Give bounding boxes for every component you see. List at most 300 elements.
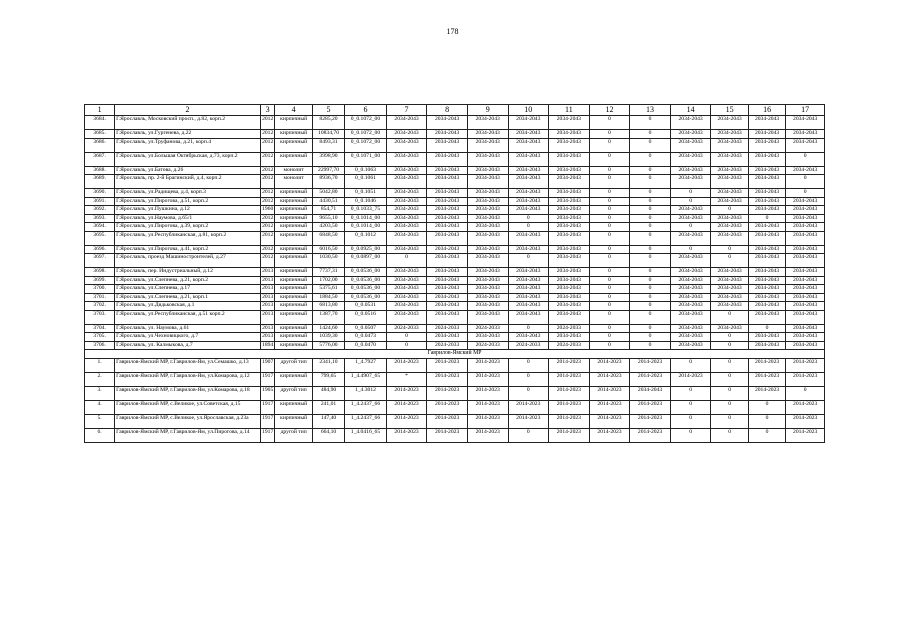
table-cell: 0: [670, 197, 711, 206]
table-cell: 241,01: [312, 401, 344, 415]
table-cell: 2034-2043: [748, 268, 785, 277]
table-cell: 2014-2023: [589, 359, 630, 373]
table-cell: 3689.: [85, 175, 115, 189]
table-cell: 0: [630, 333, 671, 342]
table-cell: 0_0.0536_00: [345, 268, 387, 277]
table-cell: 2014-2023: [427, 429, 468, 443]
table-cell: Г.Ярославль, ул.Батова, д.26: [115, 166, 261, 175]
table-cell: Г.Ярославль, ул.Гургенева, д.22: [115, 130, 261, 139]
table-cell: 2034-2043: [786, 268, 825, 277]
table-cell: 0: [786, 189, 825, 198]
table-cell: 0: [670, 223, 711, 232]
table-cell: 2034-2043: [427, 138, 468, 152]
table-cell: 2034-2043: [386, 223, 427, 232]
table-cell: Г.Ярославль, ул.Труфанова, д.21, корп.4: [115, 138, 261, 152]
table-cell: Г.Ярославль, ул.Слепнева, д.21, корп.2: [115, 276, 261, 285]
table-cell: 2034-2043: [549, 130, 590, 139]
table-cell: кирпичный: [275, 254, 312, 268]
table-cell: Г.Ярославль, ул.Чехновицкого, д.7: [115, 333, 261, 342]
table-cell: 2034-2043: [549, 254, 590, 268]
table-row: [85, 189, 825, 198]
table-cell: 0: [589, 189, 630, 198]
table-cell: 0: [711, 401, 748, 415]
table-cell: кирпичный: [275, 333, 312, 342]
table-cell: кирпичный: [275, 302, 312, 311]
table-cell: 0: [508, 359, 549, 373]
table-cell: 2013: [262, 276, 274, 283]
table-cell: 2034-2043: [508, 138, 549, 152]
table-cell: 6813,80: [312, 302, 344, 311]
table-cell: 0: [630, 285, 671, 294]
table-cell: 2034-2043: [748, 175, 785, 189]
table-cell: 2034-2043: [711, 223, 748, 232]
table-cell: 2034-2043: [467, 197, 508, 206]
table-cell: 2034-2043: [786, 302, 825, 311]
table-cell: кирпичный: [275, 231, 312, 245]
table-cell: 2034-2043: [549, 293, 590, 302]
table-cell: 1894: [262, 341, 274, 348]
table-cell: 2014-2023: [467, 387, 508, 401]
table-cell: 0: [630, 197, 671, 206]
table-cell: 2034-2043: [386, 166, 427, 175]
table-cell: 2012: [262, 130, 274, 136]
table-cell: 4.: [85, 401, 115, 415]
table-cell: 2034-2043: [508, 152, 549, 166]
table-cell: 2014-2023: [427, 373, 468, 387]
table-cell: кирпичный: [275, 268, 312, 277]
table-cell: 1424,60: [312, 324, 344, 333]
table-cell: 2014-2023: [549, 373, 590, 387]
table-cell: 2034-2043: [786, 166, 825, 175]
table-cell: 2034-2043: [786, 231, 825, 245]
table-cell: 3688.: [85, 166, 115, 175]
section-title: Гаврилов-Ямский МР: [85, 350, 825, 359]
table-row: [85, 214, 825, 223]
table-cell: 2014-2023: [386, 415, 427, 429]
table-cell: 2034-2043: [427, 333, 468, 342]
table-cell: 0: [589, 254, 630, 268]
table-cell: 2034-2043: [748, 138, 785, 152]
table-cell: 0: [630, 302, 671, 311]
table-cell: 2034-2043: [549, 223, 590, 232]
table-cell: 0: [630, 175, 671, 189]
table-cell: 0: [589, 324, 630, 333]
table-cell: 0: [748, 324, 785, 333]
table-cell: 3692.: [85, 206, 115, 215]
table-cell: 2034-2043: [549, 231, 590, 245]
table-cell: 0: [630, 231, 671, 245]
table-cell: Г.Ярославль, ул.Слепнева, д.21, корп.1: [115, 293, 261, 302]
table-cell: 0_0.1072_00: [345, 130, 387, 139]
column-header: 7: [386, 105, 427, 116]
table-cell: 4430,51: [312, 197, 344, 206]
table-cell: 2014-2023: [589, 401, 630, 415]
table-cell: 2012: [260, 138, 275, 152]
column-header: 6: [345, 105, 387, 116]
table-cell: 0_0.0470: [345, 341, 387, 350]
table-cell: 2034-2043: [748, 130, 785, 139]
table-cell: 0_0.0516: [345, 310, 387, 324]
table-cell: 0: [630, 189, 671, 198]
table-cell: 2024-2033: [427, 341, 468, 350]
table-cell: Г.Ярославль, ул.Республиканская, д.81, корп.2: [115, 231, 261, 245]
table-cell: 0_0.0507: [345, 324, 387, 333]
table-cell: 2034-2043: [786, 341, 825, 350]
table-cell: 2024-2033: [549, 324, 590, 333]
table-cell: 0_0.1072_00: [345, 138, 387, 152]
table-cell: 2034-2043: [508, 333, 549, 342]
table-cell: 0: [589, 223, 630, 232]
table-cell: 2034-2043: [786, 276, 825, 285]
table-cell: 2034-2043: [748, 152, 785, 166]
table-cell: 5375,61: [312, 285, 344, 294]
table-cell: 2013: [262, 324, 274, 331]
table-cell: 4203,50: [312, 223, 344, 232]
table-cell: Г.Ярославль, ул.Пирогова, д.51, корп.2: [115, 197, 261, 206]
table-cell: 664,10: [312, 429, 344, 443]
table-cell: кирпичный: [275, 206, 312, 215]
table-cell: 2034-2043: [508, 130, 549, 139]
table-cell: 2014-2023: [427, 359, 468, 373]
table-cell: 2014-2023: [630, 373, 671, 387]
table-cell: 1387,70: [312, 310, 344, 324]
table-cell: 2034-2043: [386, 214, 427, 223]
table-cell: 2034-2043: [786, 293, 825, 302]
table-cell: 2014-2023: [508, 401, 549, 415]
table-cell: 0_0.1033_75: [345, 206, 387, 215]
table-cell: 0: [711, 359, 748, 373]
table-cell: 2034-2043: [549, 138, 590, 152]
table-cell: 1917: [260, 429, 275, 443]
table-cell: 2034-2043: [748, 116, 785, 130]
table-cell: 2034-2043: [670, 231, 711, 245]
table-cell: кирпичный: [275, 310, 312, 324]
table-cell: 2013: [262, 293, 274, 300]
column-header: 12: [589, 105, 630, 116]
table-cell: 1_4.3012: [345, 387, 387, 401]
section-header-row: [85, 350, 825, 359]
table-cell: 5042,80: [312, 189, 344, 198]
table-cell: 0: [630, 341, 671, 350]
table-cell: Г.Ярославль, ул.Слепнева, д.17: [115, 285, 261, 294]
table-cell: 2012: [262, 223, 274, 229]
table-cell: 0: [589, 276, 630, 285]
table-cell: 2014-2023: [748, 359, 785, 373]
table-cell: 2034-2043: [711, 276, 748, 285]
table-cell: 0: [508, 214, 549, 223]
table-cell: 7737,31: [312, 268, 344, 277]
table-row: [85, 429, 825, 443]
table-cell: 2034-2043: [549, 189, 590, 198]
table-cell: 2024-2033: [467, 324, 508, 333]
table-cell: 2034-2043: [508, 206, 549, 215]
table-cell: 0_0.1063: [345, 166, 387, 175]
table-cell: 0: [748, 401, 785, 415]
table-cell: 2034-2043: [670, 285, 711, 294]
table-cell: 6.: [85, 429, 115, 443]
table-cell: 2034-2043: [748, 285, 785, 294]
table-cell: 2034-2043: [427, 223, 468, 232]
table-cell: 0: [711, 415, 748, 429]
table-cell: 2034-2043: [549, 197, 590, 206]
table-cell: 2034-2043: [670, 341, 711, 350]
table-cell: Г.Ярославль, ул.Наумова, д.65/1: [115, 214, 261, 223]
table-cell: 2034-2043: [467, 293, 508, 302]
table-cell: 3998,90: [312, 152, 344, 166]
table-cell: 2034-2043: [467, 254, 508, 268]
table-cell: 2034-2043: [467, 152, 508, 166]
table-body: [85, 116, 825, 443]
table-cell: 2014-2023: [786, 415, 825, 429]
table-cell: 2034-2043: [670, 152, 711, 166]
table-cell: 1905: [260, 387, 275, 401]
table-row: [85, 245, 825, 254]
table-cell: 0: [711, 387, 748, 401]
table-cell: 2034-2043: [386, 231, 427, 245]
table-cell: Гаврилов-Ямский МР, с.Великое, ул.Советская, д.15: [115, 401, 261, 415]
table-cell: 0_0.0536_00: [345, 276, 387, 285]
table-cell: 2014-2023: [630, 359, 671, 373]
table-cell: 2024-2033: [427, 324, 468, 333]
table-cell: 2012: [260, 231, 275, 245]
table-cell: 2034-2043: [508, 276, 549, 285]
table-cell: 2.: [85, 373, 115, 387]
table-cell: 2034-2043: [786, 254, 825, 268]
table-cell: 2034-2043: [786, 324, 825, 333]
table-cell: 0: [670, 245, 711, 254]
table-row: [85, 333, 825, 342]
table-cell: 2034-2043: [748, 310, 785, 324]
column-header: 17: [786, 105, 825, 116]
table-cell: 2034-2043: [711, 197, 748, 206]
table-cell: 2034-2043: [786, 310, 825, 324]
register-table: [84, 104, 825, 443]
table-cell: 0: [630, 245, 671, 254]
table-cell: 2034-2043: [467, 166, 508, 175]
table-cell: Гаврилов-Ямский МР, г.Гаврилов-Ям, ул.Комарова, д.18: [115, 387, 261, 401]
table-cell: 0: [630, 206, 671, 215]
table-cell: 0: [748, 415, 785, 429]
table-cell: 2034-2043: [711, 302, 748, 311]
table-row: [85, 152, 825, 166]
table-cell: 2034-2043: [670, 206, 711, 215]
table-cell: Г.Ярославль, проезд Машиностроителей, д.27: [115, 254, 261, 268]
table-cell: 0: [711, 333, 748, 342]
column-header: 2: [115, 105, 261, 116]
table-row: [85, 401, 825, 415]
table-cell: 2034-2043: [786, 333, 825, 342]
table-cell: 2034-2043: [670, 268, 711, 277]
table-cell: 2034-2043: [711, 231, 748, 245]
table-cell: 2014-2023: [467, 429, 508, 443]
table-cell: 2034-2043: [748, 333, 785, 342]
table-cell: 484,90: [312, 387, 344, 401]
column-header: 15: [711, 105, 748, 116]
table-cell: другой тип: [275, 387, 312, 401]
table-cell: 0: [630, 214, 671, 223]
table-cell: 2034-2043: [386, 293, 427, 302]
table-cell: 2034-2043: [748, 231, 785, 245]
table-cell: 1_4.0416_65: [345, 429, 387, 443]
table-cell: кирпичный: [275, 401, 312, 415]
table-cell: 2034-2043: [427, 268, 468, 277]
table-cell: 0: [630, 152, 671, 166]
table-cell: 1917: [260, 373, 275, 387]
table-cell: 854,71: [312, 206, 344, 215]
table-cell: 0_0.0897_00: [345, 254, 387, 268]
table-cell: 3697.: [85, 254, 115, 268]
table-cell: 0: [508, 387, 549, 401]
table-cell: 2024-2033: [508, 341, 549, 350]
table-cell: 2014-2023: [630, 401, 671, 415]
table-cell: 2012: [262, 189, 274, 195]
table-cell: 2034-2043: [467, 206, 508, 215]
table-cell: 0: [630, 116, 671, 130]
table-cell: 0: [589, 206, 630, 215]
table-cell: монолит: [275, 175, 312, 189]
column-header: 14: [670, 105, 711, 116]
table-cell: 2034-2043: [467, 268, 508, 277]
table-cell: 2014-2023: [630, 415, 671, 429]
table-cell: 0: [589, 152, 630, 166]
table-cell: 2034-2043: [786, 245, 825, 254]
table-cell: 2034-2043: [549, 276, 590, 285]
table-cell: Г.Ярославль, ул.Пирогова, д.39, корп.2: [115, 223, 261, 232]
table-cell: 2034-2043: [467, 223, 508, 232]
table-cell: 2034-2043: [549, 214, 590, 223]
table-cell: 2013: [262, 285, 274, 291]
table-cell: 2034-2043: [670, 130, 711, 139]
table-cell: кирпичный: [275, 189, 312, 198]
table-cell: 0: [589, 285, 630, 294]
table-cell: 2034-2043: [508, 189, 549, 198]
table-cell: 2024-2033: [549, 341, 590, 350]
column-header: 9: [467, 105, 508, 116]
table-cell: 2034-2043: [549, 152, 590, 166]
table-cell: 3685.: [85, 130, 115, 139]
table-cell: кирпичный: [275, 276, 312, 285]
table-cell: 2034-2043: [508, 197, 549, 206]
table-cell: 5.: [85, 415, 115, 429]
table-cell: 0: [670, 429, 711, 443]
table-cell: 0: [670, 359, 711, 373]
table-cell: Гаврилов-Ямский МР, г.Гаврилов-Ям, ул.Комарова, д.12: [115, 373, 261, 387]
table-cell: 2034-2043: [670, 276, 711, 285]
table-cell: 2034-2043: [467, 214, 508, 223]
table-cell: 2012: [260, 254, 275, 268]
table-cell: 2034-2043: [427, 189, 468, 198]
table-cell: 2014-2023: [786, 401, 825, 415]
table-cell: 147,40: [312, 415, 344, 429]
table-cell: 0: [670, 189, 711, 198]
table-cell: 2034-2043: [508, 293, 549, 302]
table-cell: 3705.: [85, 333, 115, 342]
table-cell: 799,65: [312, 373, 344, 387]
table-cell: 2014-2023: [549, 387, 590, 401]
table-row: [85, 175, 825, 189]
table-cell: 0: [508, 429, 549, 443]
table-cell: 2034-2043: [670, 310, 711, 324]
table-cell: 2034-2043: [549, 285, 590, 294]
table-cell: 2034-2043: [427, 276, 468, 285]
table-cell: 2014-2023: [549, 429, 590, 443]
table-cell: Г.Ярославль, пр. 2-й Брагинский, д.4, корп.2: [115, 175, 261, 189]
table-cell: 2034-2043: [549, 206, 590, 215]
table-row: [85, 206, 825, 215]
table-cell: 0_0.1071_00: [345, 152, 387, 166]
table-cell: 2034-2043: [670, 116, 711, 130]
table-cell: 0: [786, 175, 825, 189]
table-cell: 2014-2023: [467, 401, 508, 415]
table-cell: 0: [630, 223, 671, 232]
table-cell: 2014-2023: [549, 401, 590, 415]
column-header: 16: [748, 105, 785, 116]
table-cell: 3691.: [85, 197, 115, 206]
table-row: [85, 324, 825, 333]
table-cell: 2034-2043: [427, 310, 468, 324]
table-cell: кирпичный: [275, 341, 312, 350]
table-cell: 2012: [262, 214, 274, 221]
table-cell: 2012: [260, 152, 275, 166]
table-cell: 0: [630, 138, 671, 152]
table-cell: 8493,31: [312, 138, 344, 152]
table-cell: 1_4.2437_66: [345, 415, 387, 429]
table-row: [85, 285, 825, 294]
table-cell: 2014-2023: [748, 373, 785, 387]
table-cell: 2034-2043: [467, 116, 508, 130]
table-cell: 0_0.1014_00: [345, 223, 387, 232]
table-cell: 2014-2023: [786, 359, 825, 373]
table-cell: 2034-2043: [427, 245, 468, 254]
page-number: 178: [446, 27, 459, 36]
table-cell: 2014-2023: [549, 415, 590, 429]
table-cell: 0: [589, 175, 630, 189]
table-row: [85, 302, 825, 311]
table-cell: 2014-2023: [670, 373, 711, 387]
table-cell: 3694.: [85, 223, 115, 232]
table-cell: 2034-2043: [549, 310, 590, 324]
table-cell: 8285,20: [312, 116, 344, 130]
table-cell: 2034-2043: [508, 268, 549, 277]
table-cell: 2014-2023: [386, 359, 427, 373]
table-cell: 2014-2023: [589, 415, 630, 429]
table-cell: 2034-2043: [670, 333, 711, 342]
table-cell: Г.Ярославль, ул. Калмыкова, д.7: [115, 341, 261, 350]
table-cell: 2034-2043: [786, 138, 825, 152]
table-cell: 0_0.1012: [345, 231, 387, 245]
table-cell: 0: [386, 333, 427, 342]
table-cell: 0: [589, 293, 630, 302]
table-cell: 0_0.0531: [345, 302, 387, 311]
column-header: 8: [427, 105, 468, 116]
table-cell: 2034-2043: [786, 116, 825, 130]
table-cell: 2034-2043: [427, 254, 468, 268]
table-cell: 2024-2033: [386, 324, 427, 333]
table-cell: 2034-2043: [748, 223, 785, 232]
table-row: [85, 387, 825, 401]
table-cell: 2034-2043: [467, 310, 508, 324]
table-cell: 0: [508, 373, 549, 387]
table-cell: 3696.: [85, 245, 115, 254]
table-cell: 0: [589, 333, 630, 342]
table-cell: 2034-2043: [711, 138, 748, 152]
table-cell: 2034-2043: [748, 189, 785, 198]
table-cell: кирпичный: [275, 415, 312, 429]
table-cell: 0: [386, 341, 427, 350]
table-cell: 2034-2043: [711, 268, 748, 277]
table-cell: *: [386, 373, 427, 387]
table-cell: 0: [630, 310, 671, 324]
